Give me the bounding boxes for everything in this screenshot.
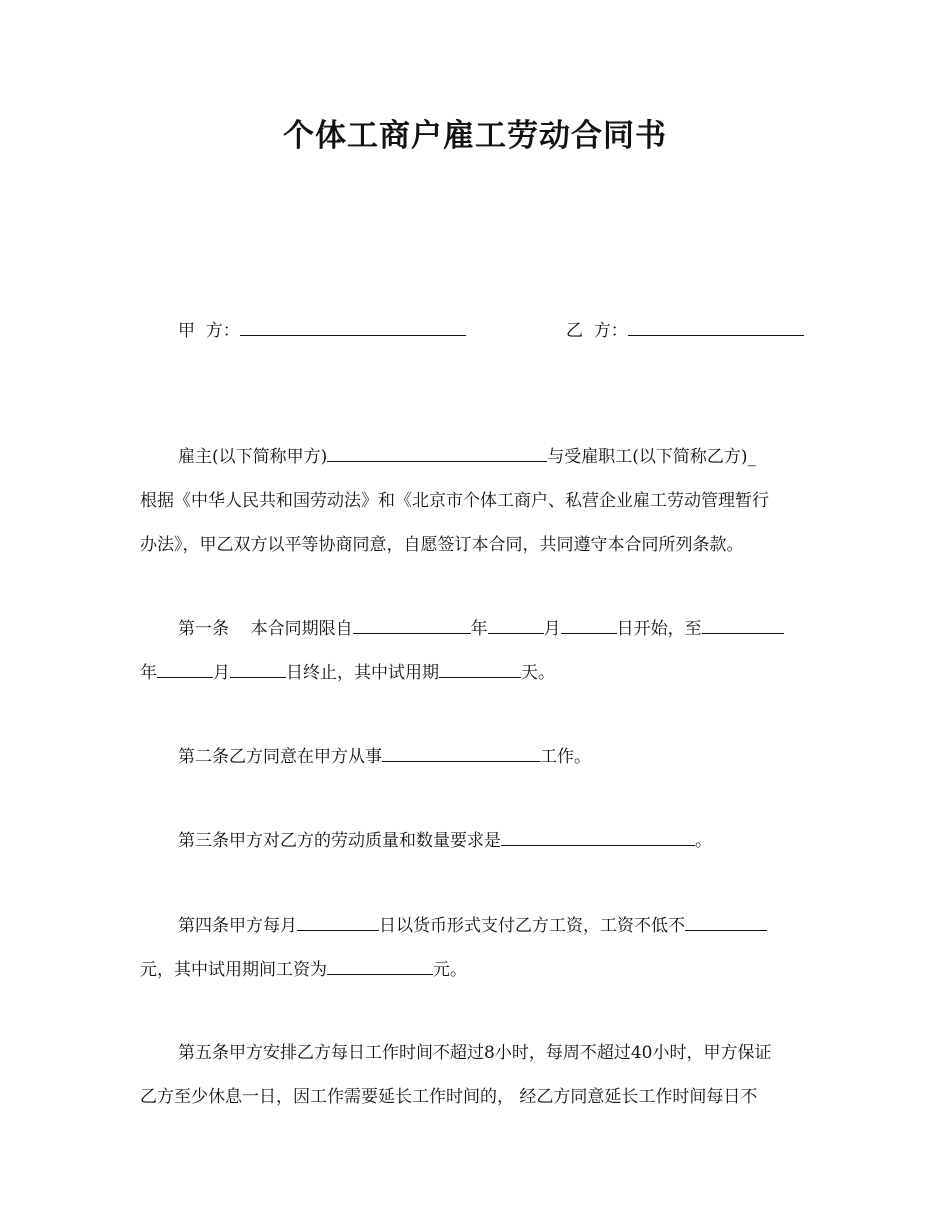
article2-text: 工作。 bbox=[540, 747, 591, 767]
probation-days-blank[interactable] bbox=[439, 660, 521, 678]
employer-name-blank[interactable] bbox=[327, 444, 547, 462]
end-month-blank[interactable] bbox=[157, 660, 213, 678]
article4-text: 元。 bbox=[433, 960, 467, 980]
article1-text: 月 bbox=[543, 619, 561, 639]
party-b-label: 乙 方： bbox=[566, 321, 628, 341]
job-blank[interactable] bbox=[382, 744, 540, 762]
article4-line-1 bbox=[178, 913, 767, 938]
article1-line-2 bbox=[140, 660, 555, 685]
article2-line bbox=[178, 744, 591, 769]
article1-text: 天。 bbox=[521, 663, 555, 683]
end-day-blank[interactable] bbox=[230, 660, 286, 678]
article5-line-2: 乙方至少休息一日，因工作需要延长工作时间的， 经乙方同意延长工作时间每日不 bbox=[140, 1087, 758, 1107]
article4-line-2 bbox=[140, 957, 467, 982]
party-a-blank[interactable] bbox=[240, 318, 466, 336]
preamble-text: 雇主(以下简称甲方) bbox=[178, 447, 328, 467]
article4-text: 第四条甲方每月 bbox=[178, 916, 297, 936]
party-a-label: 甲 方： bbox=[178, 321, 240, 341]
probation-wage-blank[interactable] bbox=[327, 957, 433, 975]
article1-text: 日终止，其中试用期 bbox=[286, 663, 439, 683]
article1-line-1 bbox=[178, 616, 784, 641]
pay-day-blank[interactable] bbox=[297, 913, 379, 931]
article1-text: 月 bbox=[213, 663, 230, 683]
article3-line bbox=[178, 828, 712, 853]
party-b-blank[interactable] bbox=[628, 318, 804, 336]
article3-text: 第三条甲方对乙方的劳动质量和数量要求是 bbox=[178, 831, 501, 851]
party-b-line bbox=[566, 318, 804, 343]
article2-text: 第二条乙方同意在甲方从事 bbox=[178, 747, 382, 767]
start-month-blank[interactable] bbox=[488, 616, 544, 634]
article4-text: 元，其中试用期间工资为 bbox=[140, 960, 327, 980]
preamble-line-1 bbox=[178, 444, 756, 469]
article3-text: 。 bbox=[695, 831, 712, 851]
preamble-line-2: 根据《中华人民共和国劳动法》和《北京市个体工商户、私营企业雇工劳动管理暂行 bbox=[140, 491, 769, 511]
preamble-line-3: 办法》，甲乙双方以平等协商同意，自愿签订本合同，共同遵守本合同所列条款。 bbox=[140, 535, 744, 555]
min-wage-blank[interactable] bbox=[685, 913, 767, 931]
article4-text: 日以货币形式支付乙方工资，工资不低不 bbox=[379, 916, 685, 936]
preamble-text: 与受雇职工(以下简称乙方)_ bbox=[547, 447, 757, 467]
article1-text: 第一条 本合同期限自 bbox=[178, 619, 353, 639]
article1-text: 年 bbox=[140, 663, 157, 683]
article5-line-1: 第五条甲方安排乙方每日工作时间不超过8小时，每周不超过40小时，甲方保证 bbox=[178, 1043, 772, 1063]
article1-text: 年 bbox=[470, 619, 488, 639]
party-a-line bbox=[178, 318, 466, 343]
article1-text: 日开始，至 bbox=[616, 619, 702, 639]
requirements-blank[interactable] bbox=[501, 828, 695, 846]
document-title: 个体工商户雇工劳动合同书 bbox=[283, 118, 667, 154]
start-day-blank[interactable] bbox=[561, 616, 617, 634]
end-year-blank[interactable] bbox=[702, 616, 784, 634]
start-year-blank[interactable] bbox=[353, 616, 471, 634]
